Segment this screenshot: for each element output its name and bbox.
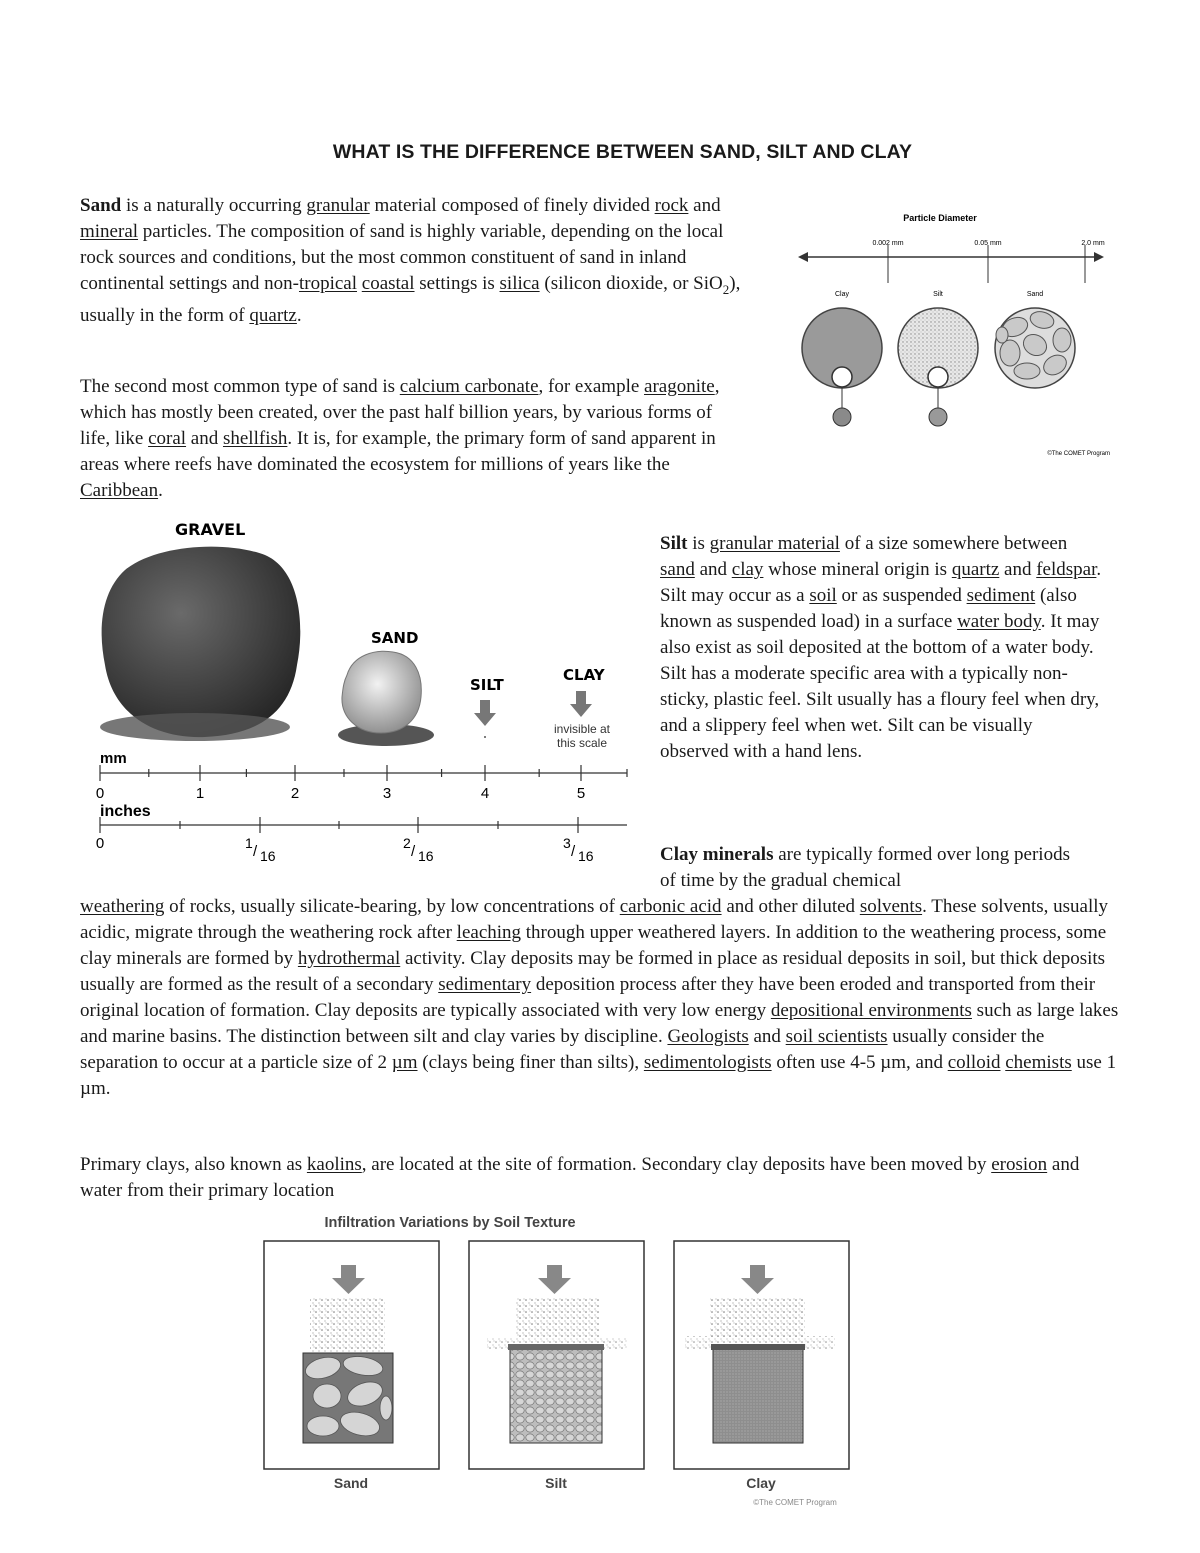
- link-chemists[interactable]: chemists: [1005, 1052, 1072, 1073]
- link-aragonite[interactable]: aragonite: [644, 376, 715, 397]
- carbonate-paragraph: The second most common type of sand is calcium carbonate, for example aragonite, which has mostly been created, over the past half billion years, by various forms of life, like coral and shellfish. It is, for example, the primary form of sand apparent in areas where reefs have dominated the ecosystem for millions of years like the Caribbean.: [80, 376, 720, 501]
- mm-tick-2: 2: [290, 785, 300, 802]
- link-caribbean[interactable]: Caribbean: [80, 480, 159, 501]
- mm-label: mm: [100, 750, 127, 767]
- gravel-label: GRAVEL: [175, 520, 246, 539]
- link-quartz[interactable]: quartz: [249, 304, 297, 326]
- clay-paragraph-intro: Clay minerals are typically formed over long periods of time by the gradual chemical: [660, 844, 1070, 891]
- tick-label-0002: 0.002 mm: [872, 240, 904, 247]
- link-carbonic-acid[interactable]: carbonic acid: [619, 896, 722, 917]
- link-sediment[interactable]: sediment: [966, 585, 1036, 606]
- link-sedimentologists[interactable]: sedimentologists: [643, 1052, 772, 1073]
- clay-paragraph: weathering of rocks, usually silicate-bearing, by low concentrations of carbonic acid and other diluted solvents. These solvents, usually acidic, migrate through the weathering rock after leaching through upper weathered layers. In addition to the weathering process, some clay minerals are formed by hydrothermal activity. Clay deposits may be formed in place as residual deposits in soil, but thick deposits usually are formed as the result of a secondary sedimentary deposition process after they have been eroded and transported from their original location of formation. Clay deposits are typically associated with very low energy depositional environments such as large lakes and marine basins. The distinction between silt and clay varies by discipline. Geologists and soil scientists usually consider the separation to occur at a particle size of 2 µm (clays being finer than silts), sedimentologists often use 4-5 µm, and colloid chemists use 1 µm.: [80, 896, 1119, 1099]
- silt-arrow-icon: [474, 700, 496, 726]
- svg-text:2: 2: [403, 835, 411, 851]
- mm-tick-5: 5: [576, 785, 586, 802]
- link-silica[interactable]: silica: [499, 273, 540, 294]
- label-clay: Clay: [834, 291, 850, 298]
- particle-diameter-figure: [790, 205, 1120, 465]
- arrow-left-icon: [798, 252, 808, 262]
- sand-grain: [342, 651, 421, 733]
- link-kaolins[interactable]: kaolins: [306, 1154, 362, 1175]
- svg-text:16: 16: [578, 848, 594, 864]
- infiltration-panel-sand: [264, 1241, 439, 1491]
- link-solvents[interactable]: solvents: [859, 896, 923, 917]
- link-hydrothermal[interactable]: hydrothermal: [297, 948, 401, 969]
- label-sand: Sand: [1026, 291, 1044, 298]
- link-rock[interactable]: rock: [654, 195, 689, 216]
- clay-minerals-term: Clay minerals: [660, 844, 774, 865]
- mm-tick-3: 3: [382, 785, 392, 802]
- link-tropical[interactable]: tropical: [298, 273, 358, 294]
- infiltration-title: Infiltration Variations by Soil Texture: [324, 1215, 576, 1231]
- gravel-shadow: [100, 713, 290, 741]
- clay-arrow-icon: [570, 691, 592, 717]
- clay-scale-label: CLAY: [563, 666, 605, 684]
- link-calcium-carbonate[interactable]: calcium carbonate: [399, 376, 539, 397]
- invisible-note-line2: this scale: [556, 736, 608, 750]
- tick-label-005: 0.05 mm: [974, 240, 1002, 247]
- link-coastal[interactable]: coastal: [361, 273, 415, 294]
- inch-tick-0: 0: [95, 835, 105, 852]
- link-feldspar[interactable]: feldspar: [1036, 559, 1097, 580]
- diameter-title: Particle Diameter: [903, 213, 977, 223]
- invisible-note-line1: invisible at: [553, 722, 611, 736]
- svg-text:/: /: [253, 843, 258, 860]
- sand-scale-label: SAND: [371, 629, 419, 647]
- link-geologists[interactable]: Geologists: [667, 1026, 749, 1047]
- infiltration-label-clay: Clay: [746, 1475, 776, 1491]
- mm-tick-1: 1: [195, 785, 205, 802]
- diameter-credit: ©The COMET Program: [1047, 451, 1110, 457]
- gravel-rock: [102, 547, 301, 738]
- silt-scale-label: SILT: [470, 676, 504, 694]
- infiltration-panel-silt: [469, 1241, 644, 1491]
- sand-paragraph: Sand is a naturally occurring granular material composed of finely divided rock and mineral particles. The composition of sand is highly variable, depending on the local rock sources and conditions, but the most common constituent of sand in inland continental settings and non-tropical coastal settings is silica (silicon dioxide, or SiO$_2$), usually in the form of quartz.: [80, 195, 741, 326]
- label-silt: Silt: [933, 291, 943, 298]
- link-erosion[interactable]: erosion: [991, 1154, 1048, 1175]
- sand-term: Sand: [80, 195, 122, 216]
- silt-lens-circle: [928, 367, 948, 387]
- mm-tick-0: 0: [95, 785, 105, 802]
- clay-lens-circle: [832, 367, 852, 387]
- link-depositional-environments[interactable]: depositional environments: [770, 1000, 972, 1021]
- svg-text:3: 3: [563, 835, 571, 851]
- infiltration-panel-clay: [674, 1241, 849, 1491]
- link-sedimentary[interactable]: sedimentary: [438, 974, 532, 995]
- link-weathering[interactable]: weathering: [80, 896, 165, 917]
- link-sand[interactable]: sand: [660, 559, 695, 580]
- link-mineral[interactable]: mineral: [80, 221, 139, 242]
- arrow-right-icon: [1094, 252, 1104, 262]
- tick-label-20: 2.0 mm: [1081, 240, 1105, 247]
- particle-scale-figure: [85, 515, 645, 875]
- svg-text:/: /: [411, 843, 416, 860]
- svg-text:1: 1: [245, 835, 253, 851]
- link-colloid[interactable]: colloid: [947, 1052, 1001, 1073]
- link-granular-material[interactable]: granular material: [709, 533, 840, 554]
- link-soil-scientists[interactable]: soil scientists: [785, 1026, 888, 1047]
- silt-paragraph: Silt is granular material of a size somewhere between sand and clay whose mineral origin is quartz and feldspar. Silt may occur as a soil or as suspended sediment (also known as suspended load) in a surface water body. It may also exist as soil deposited at the bottom of a water body. Silt has a moderate specific area with a typically non-sticky, plastic feel. Silt usually has a floury feel when dry, and a slippery feel when wet. Silt can be visually observed with a hand lens.: [660, 533, 1102, 762]
- clay-particle: [833, 408, 851, 426]
- infiltration-label-sand: Sand: [333, 1475, 369, 1491]
- link-leaching[interactable]: leaching: [456, 922, 522, 943]
- primary-clays-paragraph: Primary clays, also known as kaolins, are located at the site of formation. Secondary clay deposits have been moved by erosion and water from their primary location: [80, 1154, 1080, 1201]
- infiltration-credit: ©The COMET Program: [753, 1498, 837, 1507]
- page-title: WHAT IS THE DIFFERENCE BETWEEN SAND, SILT AND CLAY: [332, 141, 913, 163]
- silt-particle: [929, 408, 947, 426]
- svg-text:16: 16: [260, 848, 276, 864]
- inch-tick-3-16: [563, 835, 594, 864]
- link-quartz-2[interactable]: quartz: [951, 559, 1000, 580]
- inch-tick-1-16: [245, 835, 276, 864]
- silt-term: Silt: [660, 533, 688, 554]
- infiltration-label-silt: Silt: [545, 1475, 567, 1491]
- link-coral[interactable]: coral: [148, 428, 187, 449]
- link-shellfish[interactable]: shellfish: [222, 428, 288, 449]
- mm-tick-4: 4: [480, 785, 490, 802]
- inch-tick-2-16: [403, 835, 434, 864]
- silt-dot: [484, 736, 486, 738]
- sand-water-spray: [310, 1298, 385, 1353]
- silt-water-spray: [515, 1298, 600, 1338]
- infiltration-figure: [255, 1208, 865, 1508]
- inches-label: inches: [100, 803, 151, 820]
- link-water-body[interactable]: water body: [957, 611, 1041, 632]
- link-soil[interactable]: soil: [809, 585, 837, 606]
- clay-water-spray: [710, 1298, 805, 1338]
- link-micrometre[interactable]: µm: [391, 1052, 418, 1073]
- link-clay[interactable]: clay: [731, 559, 764, 580]
- svg-text:16: 16: [418, 848, 434, 864]
- link-granular[interactable]: granular: [306, 195, 370, 216]
- svg-text:/: /: [571, 843, 576, 860]
